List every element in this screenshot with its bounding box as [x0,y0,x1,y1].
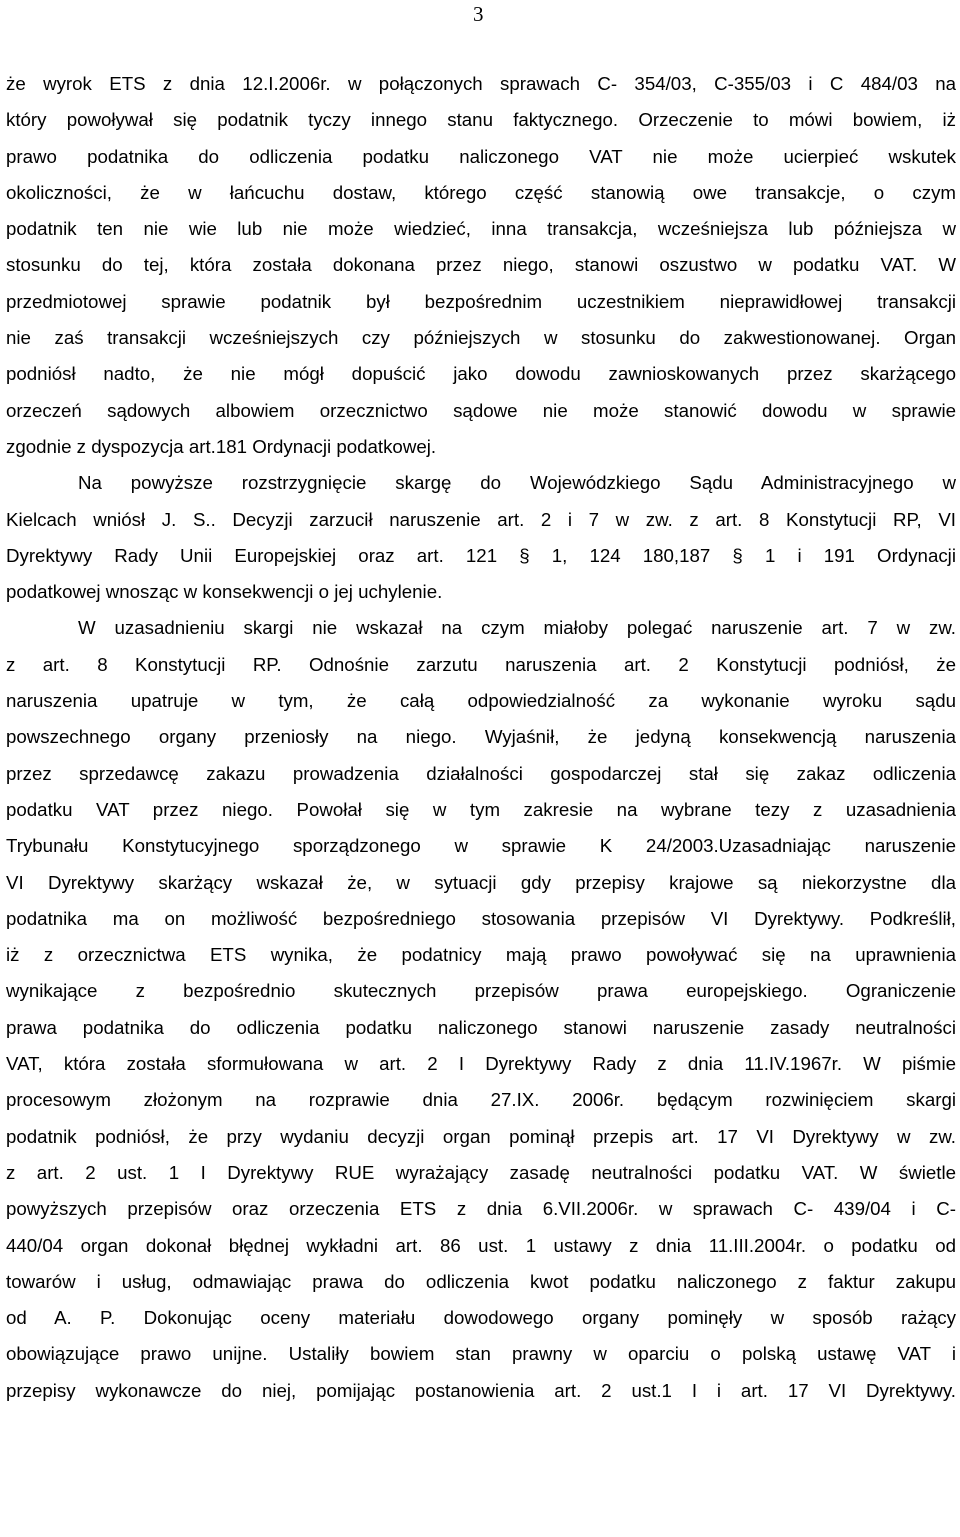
text-line: z art. 8 Konstytucji RP. Odnośnie zarzutu naruszenia art. 2 Konstytucji podniósł, że [6,653,956,675]
text-line: przez sprzedawcę zakazu prowadzenia działalności gospodarczej stał się zakaz odliczenia [6,762,956,784]
text-line: W uzasadnieniu skargi nie wskazał na czym miałoby polegać naruszenie art. 7 w zw. [78,617,956,639]
text-line: od A. P. Dokonując oceny materiału dowodowego organy pominęły w sposób rażący [6,1307,956,1329]
text-line: Na powyższe rozstrzygnięcie skargę do Wojewódzkiego Sądu Administracyjnego w [78,472,956,494]
text-line: orzeczeń sądowych albowiem orzecznictwo sądowe nie może stanowić dowodu w sprawie [6,399,956,421]
text-line: obowiązujące prawo unijne. Ustaliły bowiem stan prawny w oparciu o polską ustawę VAT i [6,1343,956,1365]
text-line: towarów i usług, odmawiając prawa do odliczenia kwot podatku naliczonego z faktur zakupu [6,1270,956,1292]
text-line: podatnik podniósł, że przy wydaniu decyzji organ pominął przepis art. 17 VI Dyrektywy w zw. [6,1125,956,1147]
text-line: podniósł nadto, że nie mógł dopuścić jako dowodu zawnioskowanych przez skarżącego [6,363,956,385]
text-line: podatnika ma on możliwość bezpośredniego stosowania przepisów VI Dyrektywy. Podkreślił, [6,907,956,929]
page-number: 3 [473,2,484,26]
text-line: że wyrok ETS z dnia 12.I.2006r. w połączonych sprawach C- 354/03, C-355/03 i C 484/03 na [6,73,956,94]
text-line: stosunku do tej, która została dokonana przez niego, stanowi oszustwo w podatku VAT. W [6,254,956,276]
text-line: prawa podatnika do odliczenia podatku naliczonego stanowi naruszenie zasady neutralności [6,1016,956,1038]
text-line: wynikające z bezpośrednio skutecznych przepisów prawa europejskiego. Ograniczenie [6,980,956,1002]
text-line: VI Dyrektywy skarżący wskazał że, w sytuacji gdy przepisy krajowe są niekorzystne dla [6,871,956,893]
text-line: powszechnego organy przeniosły na niego. Wyjaśnił, że jedyną konsekwencją naruszenia [6,726,956,748]
text-line: procesowym złożonym na rozprawie dnia 27.IX. 2006r. będącym rozwinięciem skargi [6,1089,956,1111]
text-line: naruszenia upatruje w tym, że całą odpowiedzialność za wykonanie wyroku sądu [6,690,956,712]
text-line: z art. 2 ust. 1 I Dyrektywy RUE wyrażający zasadę neutralności podatku VAT. W świetle [6,1161,956,1183]
text-line: okoliczności, że w łańcuchu dostaw, którego część stanowią owe transakcje, o czym [6,181,956,203]
text-line: podatkowej wnosząc w konsekwencji o jej uchylenie. [6,581,443,603]
text-line: 440/04 organ dokonał błędnej wykładni art. 86 ust. 1 ustawy z dnia 11.III.2004r. o podatku od [6,1234,956,1256]
text-line: przedmiotowej sprawie podatnik był bezpośrednim uczestnikiem nieprawidłowej transakcji [6,290,956,312]
text-line: Kielcach wniósł J. S.. Decyzji zarzucił naruszenie art. 2 i 7 w zw. z art. 8 Konstytucji RP, VI [6,508,956,530]
document-body [6,66,956,1409]
text-line: nie zaś transakcji wcześniejszych czy późniejszych w stosunku do zakwestionowanej. Organ [6,327,956,349]
text-line: prawo podatnika do odliczenia podatku naliczonego VAT nie może ucierpieć wskutek [6,145,956,167]
text-line: powyższych przepisów oraz orzeczenia ETS z dnia 6.VII.2006r. w sprawach C- 439/04 i C- [6,1198,956,1220]
text-line: który powoływał się podatnik tyczy innego stanu faktycznego. Orzeczenie to mówi bowiem, iż [6,109,956,131]
text-line: podatnik ten nie wie lub nie może wiedzieć, inna transakcja, wcześniejsza lub późniejsza w [6,218,956,240]
text-line: iż z orzecznictwa ETS wynika, że podatnicy mają prawo powoływać się na uprawnienia [6,944,956,966]
text-line: zgodnie z dyspozycja art.181 Ordynacji podatkowej. [6,435,437,457]
text-line: przepisy wykonawcze do niej, pomijając postanowienia art. 2 ust.1 I i art. 17 VI Dyrektywy. [6,1379,956,1401]
text-line: Dyrektywy Rady Unii Europejskiej oraz art. 121 § 1, 124 180,187 § 1 i 191 Ordynacji [6,544,956,566]
text-line: podatku VAT przez niego. Powołał się w tym zakresie na wybrane tezy z uzasadnienia [6,798,956,820]
text-line: Trybunału Konstytucyjnego sporządzonego w sprawie K 24/2003.Uzasadniając naruszenie [6,835,956,857]
text-line: VAT, która została sformułowana w art. 2 I Dyrektywy Rady z dnia 11.IV.1967r. W piśmie [6,1053,956,1075]
